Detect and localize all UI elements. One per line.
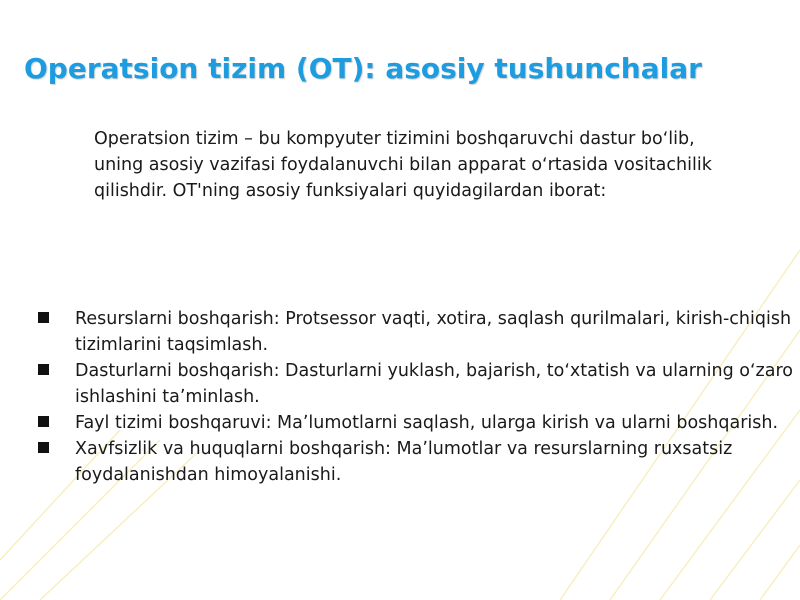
bullet-item-security: [36, 436, 800, 488]
slide-title: Operatsion tizim (OT): asosiy tushunchalar: [24, 52, 702, 85]
bullet-text: Dasturlarni boshqarish: Dasturlarni yuklash, bajarish, toʻxtatish va ularning oʻzaro ishlashini taʼminlash.: [75, 361, 793, 407]
bullet-item-resources: [36, 306, 800, 358]
square-bullet-icon: [38, 364, 49, 375]
square-bullet-icon: [38, 442, 49, 453]
square-bullet-icon: [38, 312, 49, 323]
bullet-item-programs: [36, 358, 800, 410]
intro-paragraph: Operatsion tizim – bu kompyuter tizimini boshqaruvchi dastur boʻlib, uning asosiy vazifasi foydalanuvchi bilan apparat oʻrtasida vositachilik qilishdir. OT'ning asosiy funksiyalari quyidagilardan iborat:: [94, 129, 712, 201]
function-bullet-list: [36, 306, 800, 488]
bullet-text: Fayl tizimi boshqaruvi: Maʼlumotlarni saqlash, ularga kirish va ularni boshqarish.: [75, 413, 779, 433]
bullet-text: Xavfsizlik va huquqlarni boshqarish: Maʼlumotlar va resurslarning ruxsatsiz foydalanishdan himoyalanishi.: [75, 439, 733, 485]
bullet-text: Resurslarni boshqarish: Protsessor vaqti, xotira, saqlash qurilmalari, kirish-chiqish tizimlarini taqsimlash.: [75, 309, 792, 355]
bullet-item-file-system: [36, 410, 800, 436]
square-bullet-icon: [38, 416, 49, 427]
